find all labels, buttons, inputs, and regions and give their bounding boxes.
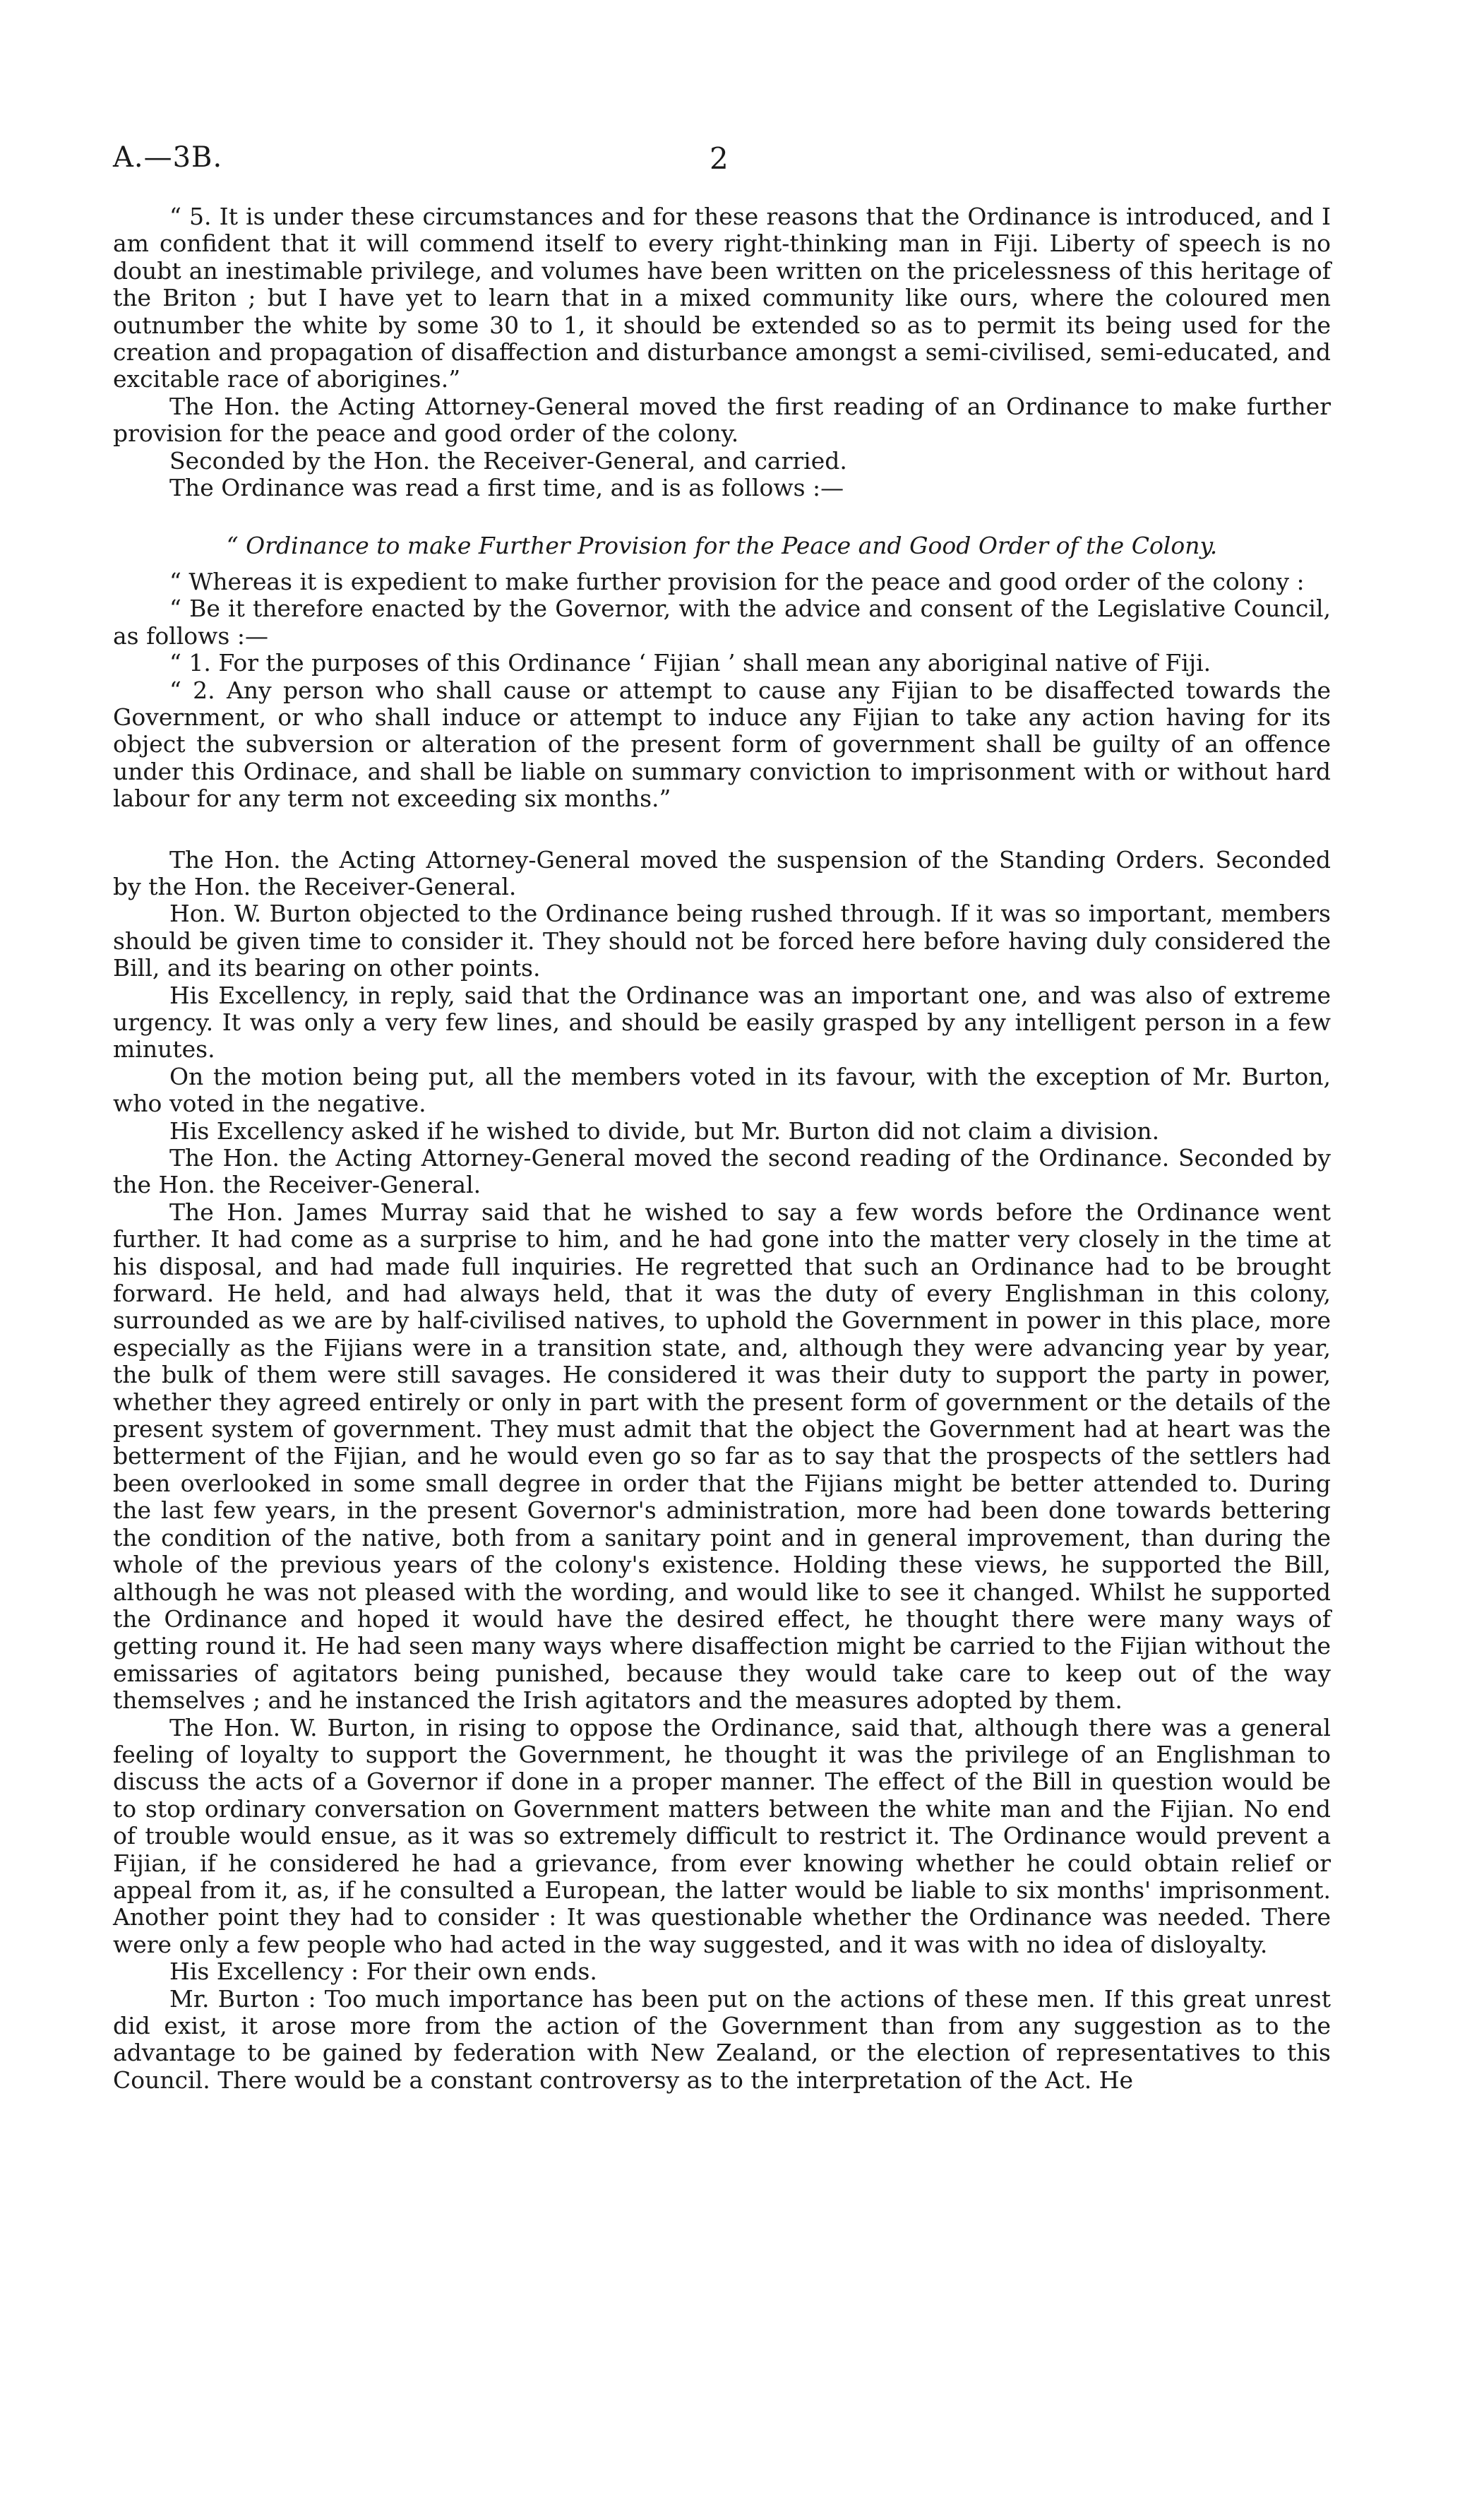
- paragraph: On the motion being put, all the members voted in its favour, with the exception of Mr. Burton, who voted in the negative.: [113, 1062, 1331, 1118]
- paragraph: “ Whereas it is expedient to make further provision for the peace and good order of the colony :: [169, 567, 1305, 595]
- paragraph: Hon. W. Burton objected to the Ordinance being rushed through. If it was so important, members should be given time to consider it. They should not be forced here before having duly considered the Bill, and its bearing on other points.: [113, 900, 1331, 982]
- paragraph: Seconded by the Hon. the Receiver-General, and carried.: [169, 446, 847, 475]
- paragraph: The Hon. W. Burton, in rising to oppose the Ordinance, said that, although there was a general feeling of loyalty to support the Government, he thought it was the privilege of an Englishman to discuss the acts of a Governor if done in a proper manner. The effect of the Bill in question would be to stop ordinary conversation on Government matters between the white man and the Fijian. No end of trouble would ensue, as it was so extremely difficult to restrict it. The Ordinance would prevent a Fijian, if he considered he had a grievance, from ever knowing whether he could obtain relief or appeal from it, as, if he consulted a European, the latter would be liable to six months' imprisonment. Another point they had to consider : It was questionable whether the Ordinance was needed. There were only a few people who had acted in the way suggested, and it was with no idea of disloyalty.: [113, 1713, 1331, 1958]
- document-code: A.—3B.: [113, 141, 223, 174]
- body-text: [113, 203, 1331, 2094]
- paragraph: His Excellency asked if he wished to divide, but Mr. Burton did not claim a division.: [169, 1116, 1160, 1145]
- page-header: [113, 141, 1384, 184]
- paragraph: The Hon. James Murray said that he wished to say a few words before the Ordinance went further. It had come as a surprise to him, and he had gone into the matter very closely in the time at his disposal, and had made full inquiries. He regretted that such an Ordinance had to be brought forward. He held, and had always held, that it was the duty of every Englishman in this colony, surrounded as we are by half-civilised natives, to uphold the Government in power in this place, more especially as the Fijians were in a transition state, and, although they were advancing year by year, the bulk of them were still savages. He considered it was their duty to support the party in power, whether they agreed entirely or only in part with the present form of government or the details of the present system of government. They must admit that the object the Government had at heart was the betterment of the Fijian, and he would even go so far as to say that the prospects of the settlers had been overlooked in some small degree in order that the Fijians might be better attended to. During the last few years, in the present Governor's administration, more had been done towards bettering the condition of the native, both from a sanitary point and in general improvement, than during the whole of the previous years of the colony's existence. Holding these views, he supported the Bill, although he was not pleased with the wording, and would like to see it changed. Whilst he supported the Ordinance and hoped it would have the desired effect, he thought there were many ways of getting round it. He had seen many ways where disaffection might be carried to the Fijian without the emissaries of agitators being punished, because they would take care to keep out of the way themselves ; and he instanced the Irish agitators and the measures adopted by them.: [113, 1198, 1331, 1715]
- paragraph: The Hon. the Acting Attorney-General moved the second reading of the Ordinance. Seconded by the Hon. the Receiver-General.: [113, 1144, 1331, 1199]
- paragraph: His Excellency : For their own ends.: [169, 1958, 597, 1986]
- paragraph: “ 1. For the purposes of this Ordinance ‘ Fijian ’ shall mean any aboriginal native of Fiji.: [169, 649, 1211, 677]
- paragraph: The Hon. the Acting Attorney-General moved the first reading of an Ordinance to make further provision for the peace and good order of the colony.: [113, 392, 1331, 448]
- paragraph: His Excellency, in reply, said that the Ordinance was an important one, and was also of extreme urgency. It was only a very few lines, and should be easily grasped by any intelligent person in a few minutes.: [113, 981, 1331, 1064]
- page-number: 2: [710, 141, 729, 176]
- paragraph: Mr. Burton : Too much importance has been put on the actions of these men. If this great unrest did exist, it arose more from the action of the Government than from any suggestion as to the advantage to be gained by federation with New Zealand, or the election of representatives to this Council. There would be a constant controversy as to the interpretation of the Act. He: [113, 1984, 1331, 2094]
- paragraph: “ 2. Any person who shall cause or attempt to cause any Fijian to be disaffected towards the Government, or who shall induce or attempt to induce any Fijian to take any action having for its object the subversion or alteration of the present form of government shall be guilty of an offence under this Ordinace, and shall be liable on summary conviction to imprisonment with or without hard labour for any term not exceeding six months.”: [113, 676, 1331, 813]
- paragraph: The Ordinance was read a first time, and is as follows :—: [169, 474, 844, 502]
- ordinance-title: “ Ordinance to make Further Provision for the Peace and Good Order of the Colony.: [226, 532, 1218, 560]
- paragraph: The Hon. the Acting Attorney-General moved the suspension of the Standing Orders. Seconded by the Hon. the Receiver-General.: [113, 845, 1331, 900]
- paragraph: “ 5. It is under these circumstances and for these reasons that the Ordinance is introduced, and I am confident that it will commend itself to every right-thinking man in Fiji. Liberty of speech is no doubt an inestimable privilege, and volumes have been written on the pricelessness of this heritage of the Briton ; but I have yet to learn that in a mixed community like ours, where the coloured men outnumber the white by some 30 to 1, it should be extended so as to permit its being used for the creation and propagation of disaffection and disturbance amongst a semi-civilised, semi-educated, and excitable race of aborigines.”: [113, 203, 1331, 393]
- paragraph: “ Be it therefore enacted by the Governor, with the advice and consent of the Legislative Council, as follows :—: [113, 595, 1331, 650]
